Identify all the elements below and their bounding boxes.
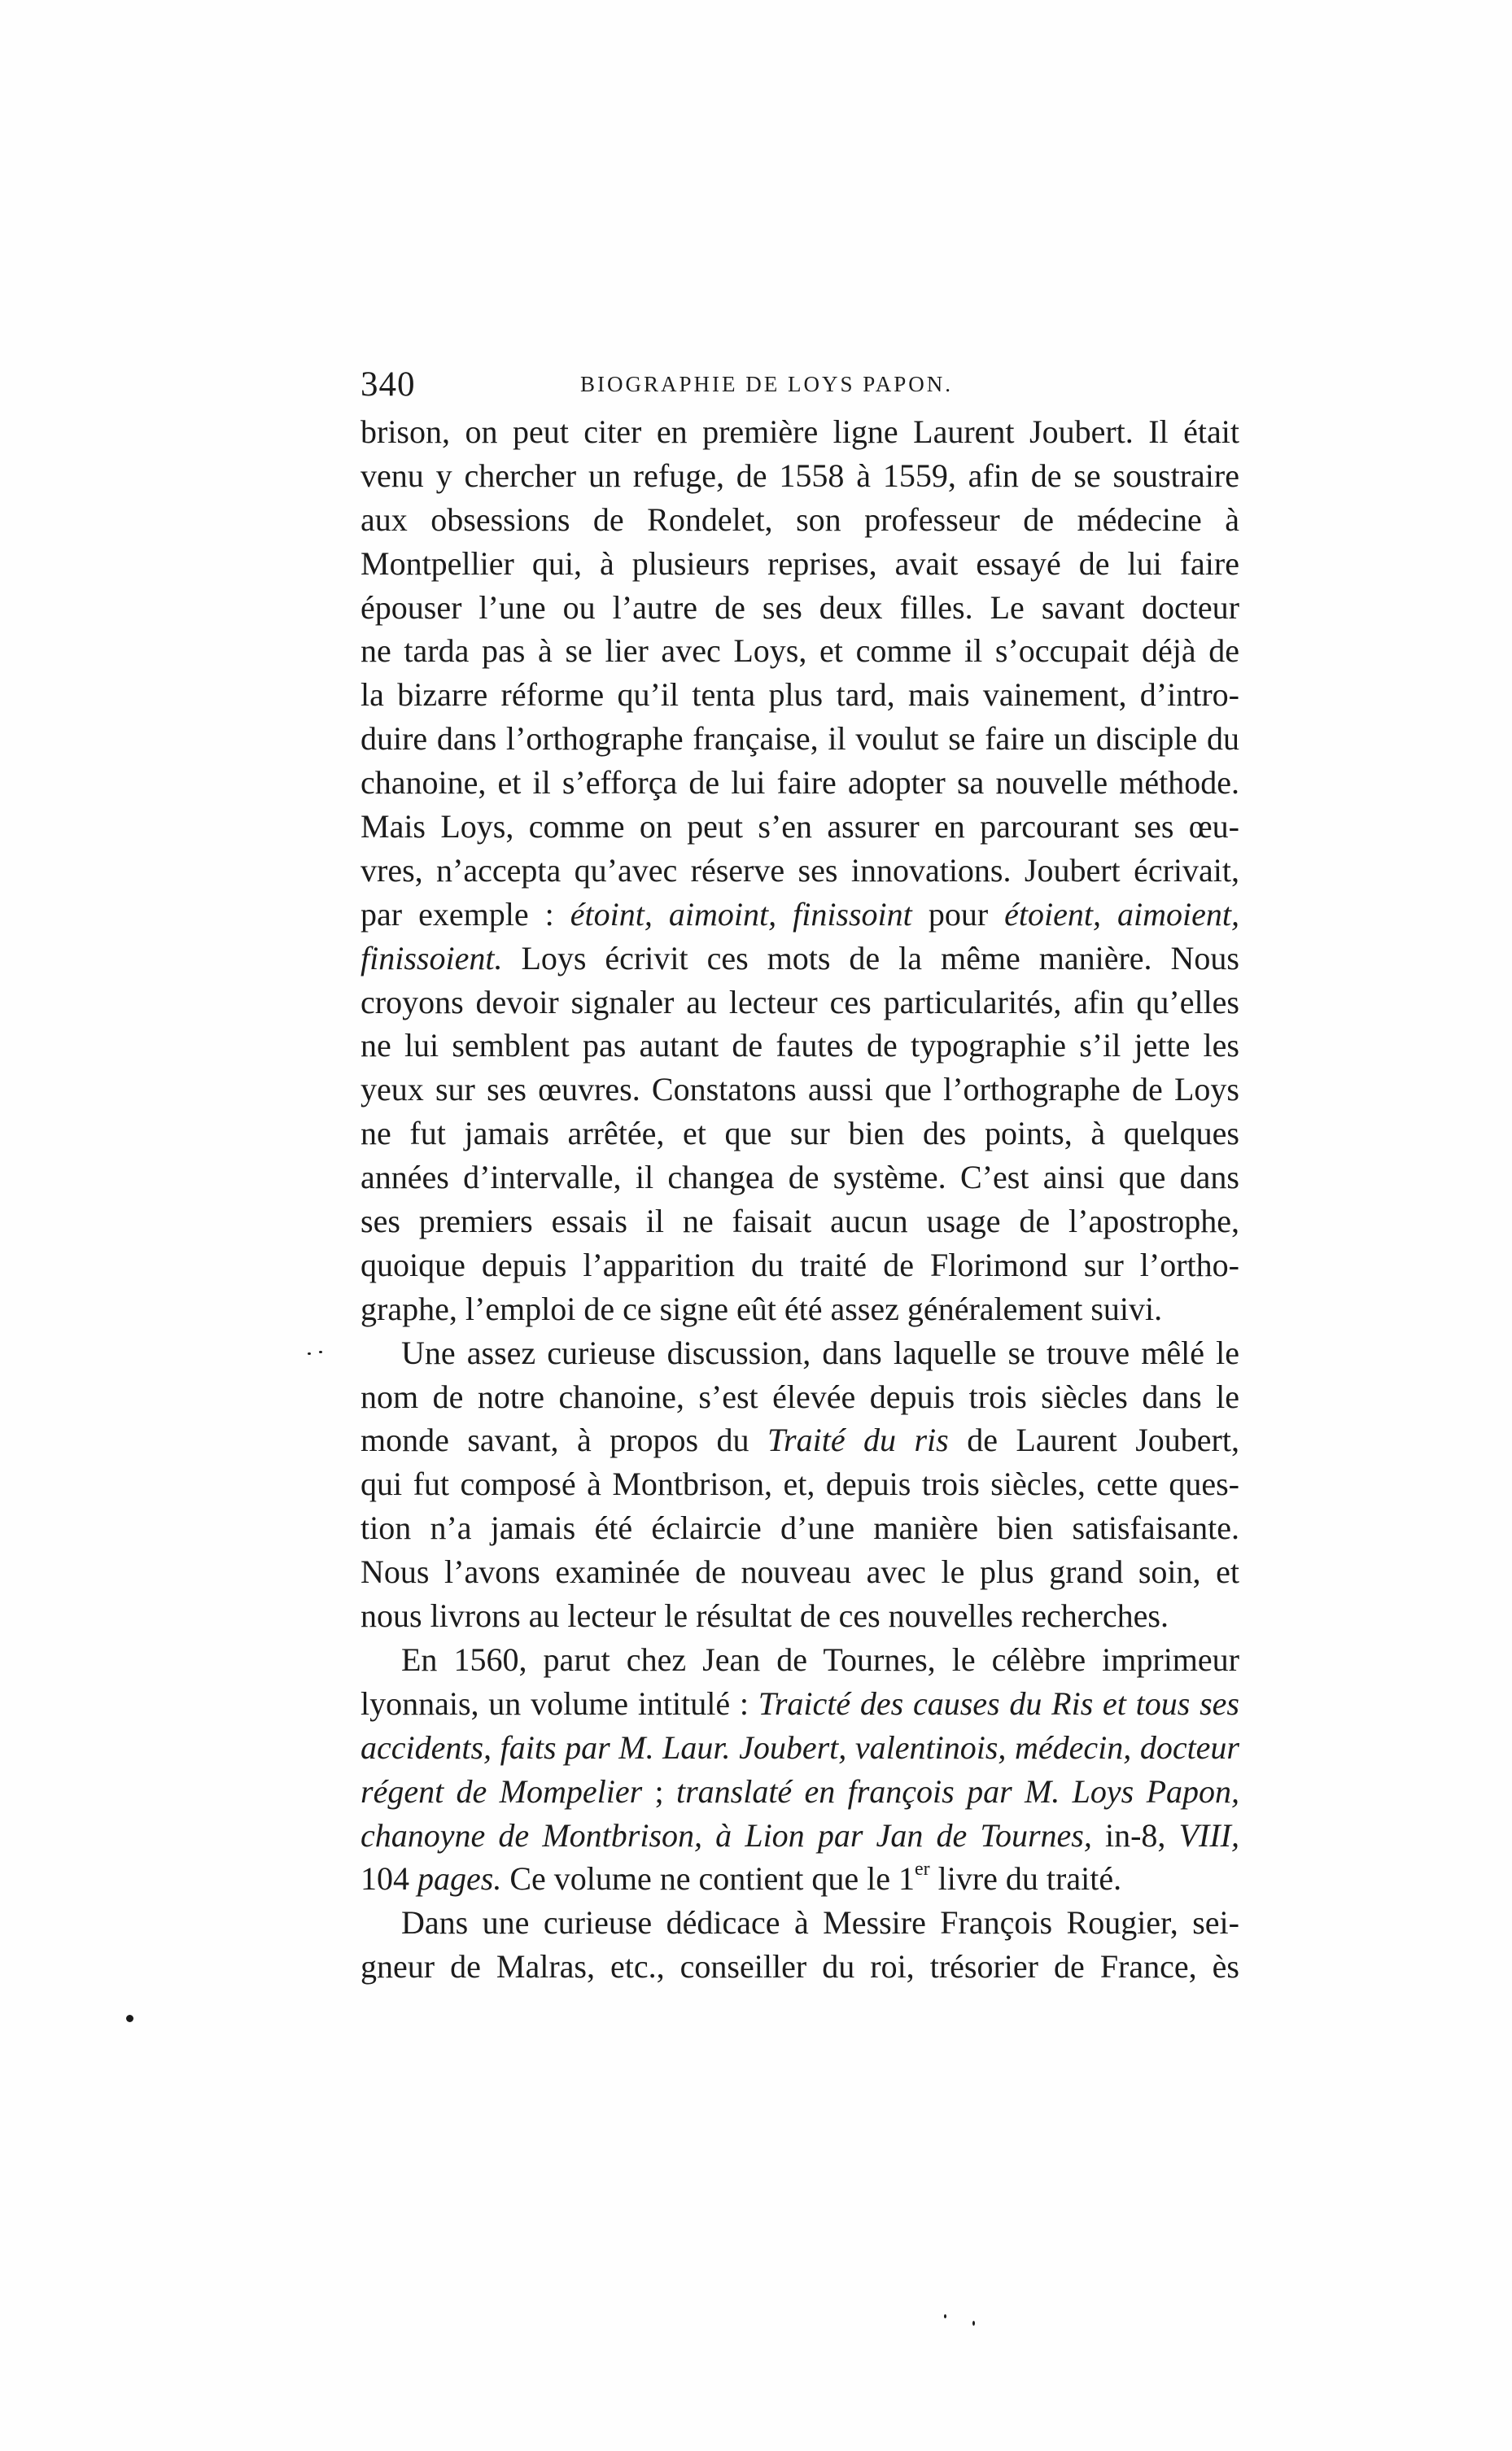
text-line: Dans une curieuse dédicace à Messire François Rougier, sei-	[401, 1904, 1239, 1942]
text-run: Ce volume ne contient que le 1	[501, 1860, 915, 1898]
text-run: de Laurent Joubert,	[948, 1422, 1239, 1459]
text-line: années d’intervalle, il changea de système. C’est ainsi que dans	[361, 1159, 1239, 1196]
text-line: duire dans l’orthographe française, il voulut se faire un disciple du	[361, 720, 1239, 758]
text-run: 104	[361, 1860, 417, 1898]
text-line: chanoine, et il s’efforça de lui faire adopter sa nouvelle méthode.	[361, 764, 1239, 802]
text-line: ne fut jamais arrêtée, et que sur bien des points, à quelques	[361, 1115, 1239, 1152]
italic-run: finissoient.	[361, 939, 503, 976]
text-line: Montpellier qui, à plusieurs reprises, avait essayé de lui faire	[361, 544, 1239, 582]
italic-run: Traicté des causes du Ris et tous ses	[758, 1684, 1239, 1722]
text-line: épouser l’une ou l’autre de ses deux filles. Le savant docteur	[361, 588, 1239, 626]
italic-run: accidents, faits par M. Laur. Joubert, valentinois, médecin, docteur	[361, 1728, 1239, 1766]
text-line	[361, 937, 1239, 981]
text-line: ne tarda pas à se lier avec Loys, et comme il s’occupait déjà de	[361, 632, 1239, 670]
ink-speck	[126, 2015, 133, 2022]
text-line: nous livrons au lecteur le résultat de ces nouvelles recherches.	[361, 1597, 1169, 1635]
text-line: Nous l’avons examinée de nouveau avec le plus grand soin, et	[361, 1553, 1239, 1591]
text-line: quoique depuis l’apparition du traité de Florimond sur l’ortho-	[361, 1246, 1239, 1283]
text-line: la bizarre réforme qu’il tenta plus tard, mais vainement, d’intro-	[361, 676, 1239, 714]
ink-speck	[308, 1352, 311, 1355]
text-line: tion n’a jamais été éclaircie d’une manière bien satisfaisante.	[361, 1509, 1239, 1547]
italic-run: étoint, aimoint, finissoint	[570, 895, 912, 933]
text-line: croyons devoir signaler au lecteur ces particularités, afin qu’elles	[361, 983, 1239, 1020]
text-line: qui fut composé à Montbrison, et, depuis trois siècles, cette ques-	[361, 1466, 1239, 1503]
italic-run: translaté en françois par M. Loys Papon,	[675, 1772, 1239, 1810]
italic-run: régent de Mompelier	[361, 1772, 643, 1810]
text-run: pour	[911, 895, 1005, 933]
text-line	[361, 1857, 1239, 1901]
italic-run: pages.	[417, 1860, 502, 1898]
ink-speck	[944, 2314, 946, 2318]
text-run: monde savant, à propos du	[361, 1422, 767, 1459]
superscript: er	[914, 1859, 930, 1881]
text-line	[361, 893, 1239, 937]
text-line	[361, 1726, 1239, 1770]
text-line: vres, n’accepta qu’avec réserve ses innovations. Joubert écrivait,	[361, 851, 1239, 889]
text-run: ;	[642, 1772, 676, 1810]
running-title: BIOGRAPHIE DE LOYS PAPON.	[580, 372, 954, 396]
ink-speck	[972, 2321, 975, 2326]
text-line: Une assez curieuse discussion, dans laquelle se trouve mêlé le	[401, 1334, 1239, 1371]
text-run: livre du traité.	[929, 1860, 1122, 1898]
text-line: En 1560, parut chez Jean de Tournes, le célèbre imprimeur	[401, 1641, 1239, 1678]
text-line: nom de notre chanoine, s’est élevée depuis trois siècles dans le	[361, 1378, 1239, 1415]
text-line: gneur de Malras, etc., conseiller du roi, trésorier de France, ès	[361, 1948, 1239, 1986]
text-line: brison, on peut citer en première ligne Laurent Joubert. Il était	[361, 413, 1239, 450]
italic-run: Traité du ris	[767, 1422, 949, 1459]
text-line	[361, 1770, 1239, 1814]
text-run: in-8,	[1091, 1816, 1179, 1854]
text-line: Mais Loys, comme on peut s’en assurer en parcourant ses œu-	[361, 808, 1239, 845]
body-text	[361, 410, 1239, 1989]
text-line: aux obsessions de Rondelet, son professeur de médecine à	[361, 500, 1239, 538]
text-line: ses premiers essais il ne faisait aucun usage de l’apostrophe,	[361, 1203, 1239, 1240]
text-line: graphe, l’emploi de ce signe eût été assez généralement suivi.	[361, 1290, 1163, 1327]
text-line	[361, 1814, 1239, 1858]
page-number: 340	[361, 365, 416, 404]
text-run: par exemple :	[361, 895, 570, 933]
text-line: venu y chercher un refuge, de 1558 à 1559, afin de se soustraire	[361, 457, 1239, 494]
text-line: ne lui semblent pas autant de fautes de typographie s’il jette les	[361, 1027, 1239, 1064]
ink-speck	[319, 1351, 322, 1353]
text-line	[361, 1418, 1239, 1462]
italic-run: chanoyne de Montbrison, à Lion par Jan de Tournes,	[361, 1816, 1092, 1854]
text-line: yeux sur ses œuvres. Constatons aussi que l’orthographe de Loys	[361, 1071, 1239, 1108]
text-line	[361, 1682, 1239, 1726]
text-run: Loys écrivit ces mots de la même manière. Nous	[502, 939, 1239, 976]
page-header	[361, 365, 1239, 413]
italic-run: VIII,	[1178, 1816, 1239, 1854]
text-run: lyonnais, un volume intitulé :	[361, 1684, 758, 1722]
italic-run: étoient, aimoient,	[1004, 895, 1239, 933]
